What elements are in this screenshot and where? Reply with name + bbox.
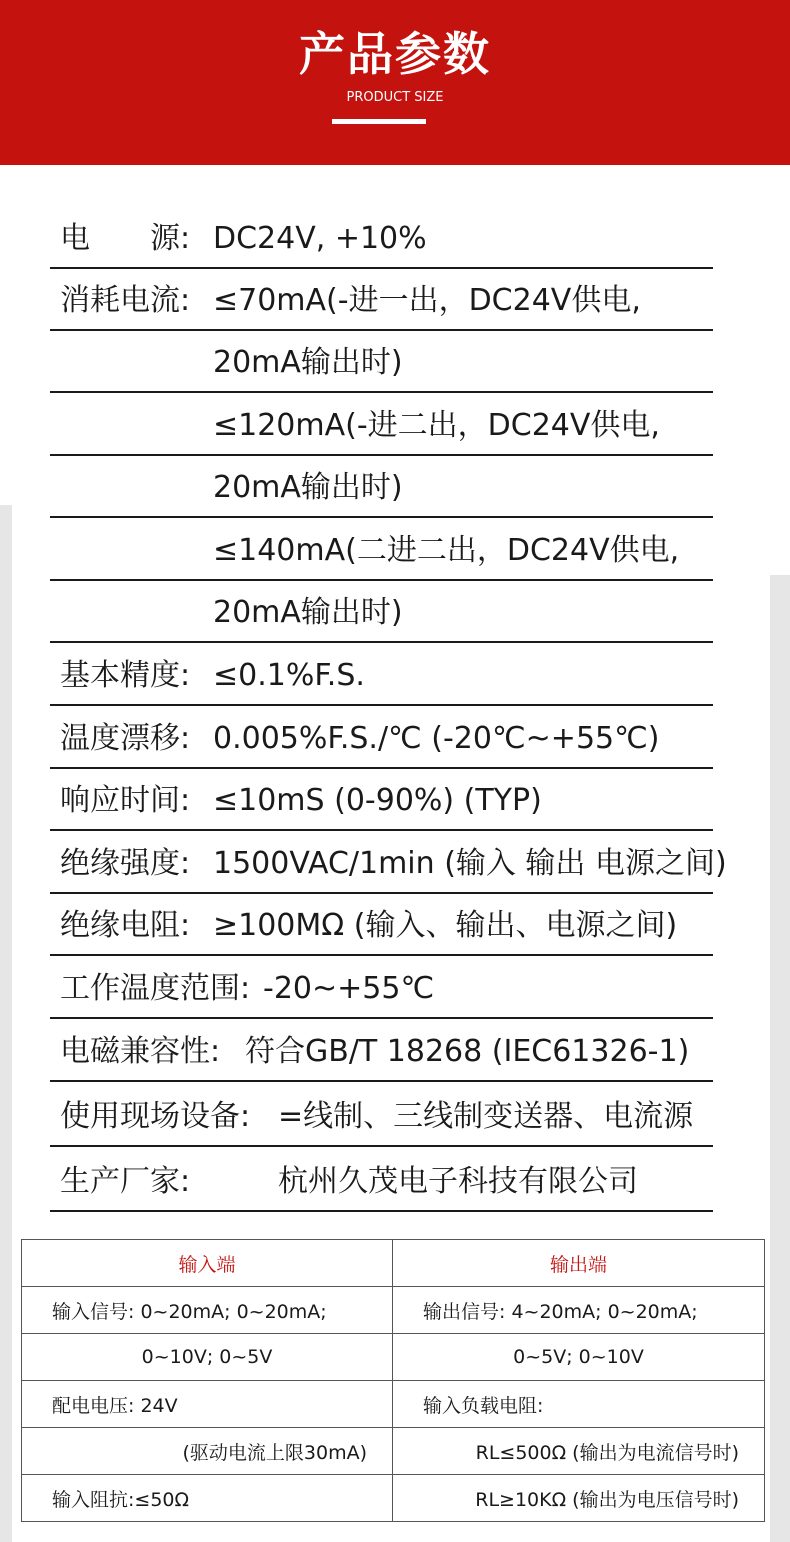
spec-label: 基本精度: xyxy=(60,658,191,693)
spec-value: 20mA输出时) xyxy=(213,345,403,380)
spec-row-temp-drift xyxy=(50,707,713,769)
io-spec-table xyxy=(21,1239,765,1522)
spec-row-current-2-cont xyxy=(50,456,713,518)
left-side-panel xyxy=(0,505,12,1542)
spec-label: 温度漂移: xyxy=(60,721,191,756)
table-row xyxy=(22,1381,765,1428)
spec-row-power xyxy=(50,207,713,269)
spec-row-response xyxy=(50,769,713,831)
spec-row-insulation-strength xyxy=(50,832,727,894)
spec-value: ≤70mA(-进一出，DC24V供电, xyxy=(213,283,641,318)
spec-row-current-cont xyxy=(50,331,713,393)
spec-label: 响应时间: xyxy=(60,783,191,818)
column-header-output: 输出端 xyxy=(393,1240,765,1287)
table-cell: 配电电压: 24V xyxy=(22,1381,393,1428)
spec-value: ≤140mA(二进二出，DC24V供电, xyxy=(213,533,680,568)
spec-value: DC24V, +10% xyxy=(213,221,427,256)
table-cell: 输入信号: 0~20mA; 0~20mA; xyxy=(22,1287,393,1334)
table-cell: 输入负载电阻: xyxy=(393,1381,765,1428)
spec-label: 绝缘电阻: xyxy=(60,908,191,943)
spec-value: =线制、三线制变送器、电流源 xyxy=(278,1099,694,1134)
table-cell: 输入阻抗:≤50Ω xyxy=(22,1475,393,1522)
table-cell: RL≤500Ω (输出为电流信号时) xyxy=(393,1428,765,1475)
spec-label: 使用现场设备: xyxy=(60,1099,251,1134)
title-underline xyxy=(332,119,426,124)
spec-value: 0.005%F.S./℃ (-20℃~+55℃) xyxy=(213,721,660,756)
table-cell: RL≥10KΩ (输出为电压信号时) xyxy=(393,1475,765,1522)
spec-row-field-devices xyxy=(50,1085,713,1147)
page-subtitle: PRODUCT SIZE xyxy=(346,90,444,105)
spec-row-accuracy xyxy=(50,644,713,706)
spec-value: ≤120mA(-进二出，DC24V供电, xyxy=(213,408,660,443)
spec-row-current-2 xyxy=(50,394,713,456)
spec-row-manufacturer xyxy=(50,1150,713,1212)
spec-value: ≤0.1%F.S. xyxy=(213,658,365,693)
spec-label: 生产厂家: xyxy=(60,1164,191,1199)
page-title: 产品参数 xyxy=(299,27,491,81)
table-cell: 输出信号: 4~20mA; 0~20mA; xyxy=(393,1287,765,1334)
spec-row-insulation-resistance xyxy=(50,894,713,956)
table-row xyxy=(22,1287,765,1334)
table-cell: 0~10V; 0~5V xyxy=(22,1334,393,1381)
spec-label: 工作温度范围: xyxy=(60,971,251,1006)
spec-value: -20~+55℃ xyxy=(263,971,435,1006)
right-side-panel xyxy=(770,575,790,1542)
column-header-input: 输入端 xyxy=(22,1240,393,1287)
spec-label: 消耗电流: xyxy=(60,283,191,318)
spec-value: ≥100MΩ (输入、输出、电源之间) xyxy=(213,908,678,943)
spec-value: ≤10mS (0-90%) (TYP) xyxy=(213,783,542,818)
table-cell: (驱动电流上限30mA) xyxy=(22,1428,393,1475)
spec-value: 符合GB/T 18268 (IEC61326-1) xyxy=(245,1034,690,1069)
table-row xyxy=(22,1475,765,1522)
spec-value: 1500VAC/1min (输入 输出 电源之间) xyxy=(213,846,727,881)
table-header-row xyxy=(22,1240,765,1287)
spec-row-emc xyxy=(50,1020,713,1082)
spec-label: 电磁兼容性: xyxy=(60,1034,221,1069)
spec-value: 20mA输出时) xyxy=(213,595,403,630)
spec-label: 绝缘强度: xyxy=(60,846,191,881)
table-row xyxy=(22,1334,765,1381)
header-banner xyxy=(0,0,790,165)
spec-value: 20mA输出时) xyxy=(213,470,403,505)
spec-label: 电 源: xyxy=(60,221,191,256)
spec-row-current-3-cont xyxy=(50,581,713,643)
table-cell: 0~5V; 0~10V xyxy=(393,1334,765,1381)
spec-row-operating-temp xyxy=(50,957,713,1019)
table-row xyxy=(22,1428,765,1475)
spec-row-current xyxy=(50,269,713,331)
spec-value: 杭州久茂电子科技有限公司 xyxy=(278,1164,638,1199)
spec-row-current-3 xyxy=(50,519,713,581)
